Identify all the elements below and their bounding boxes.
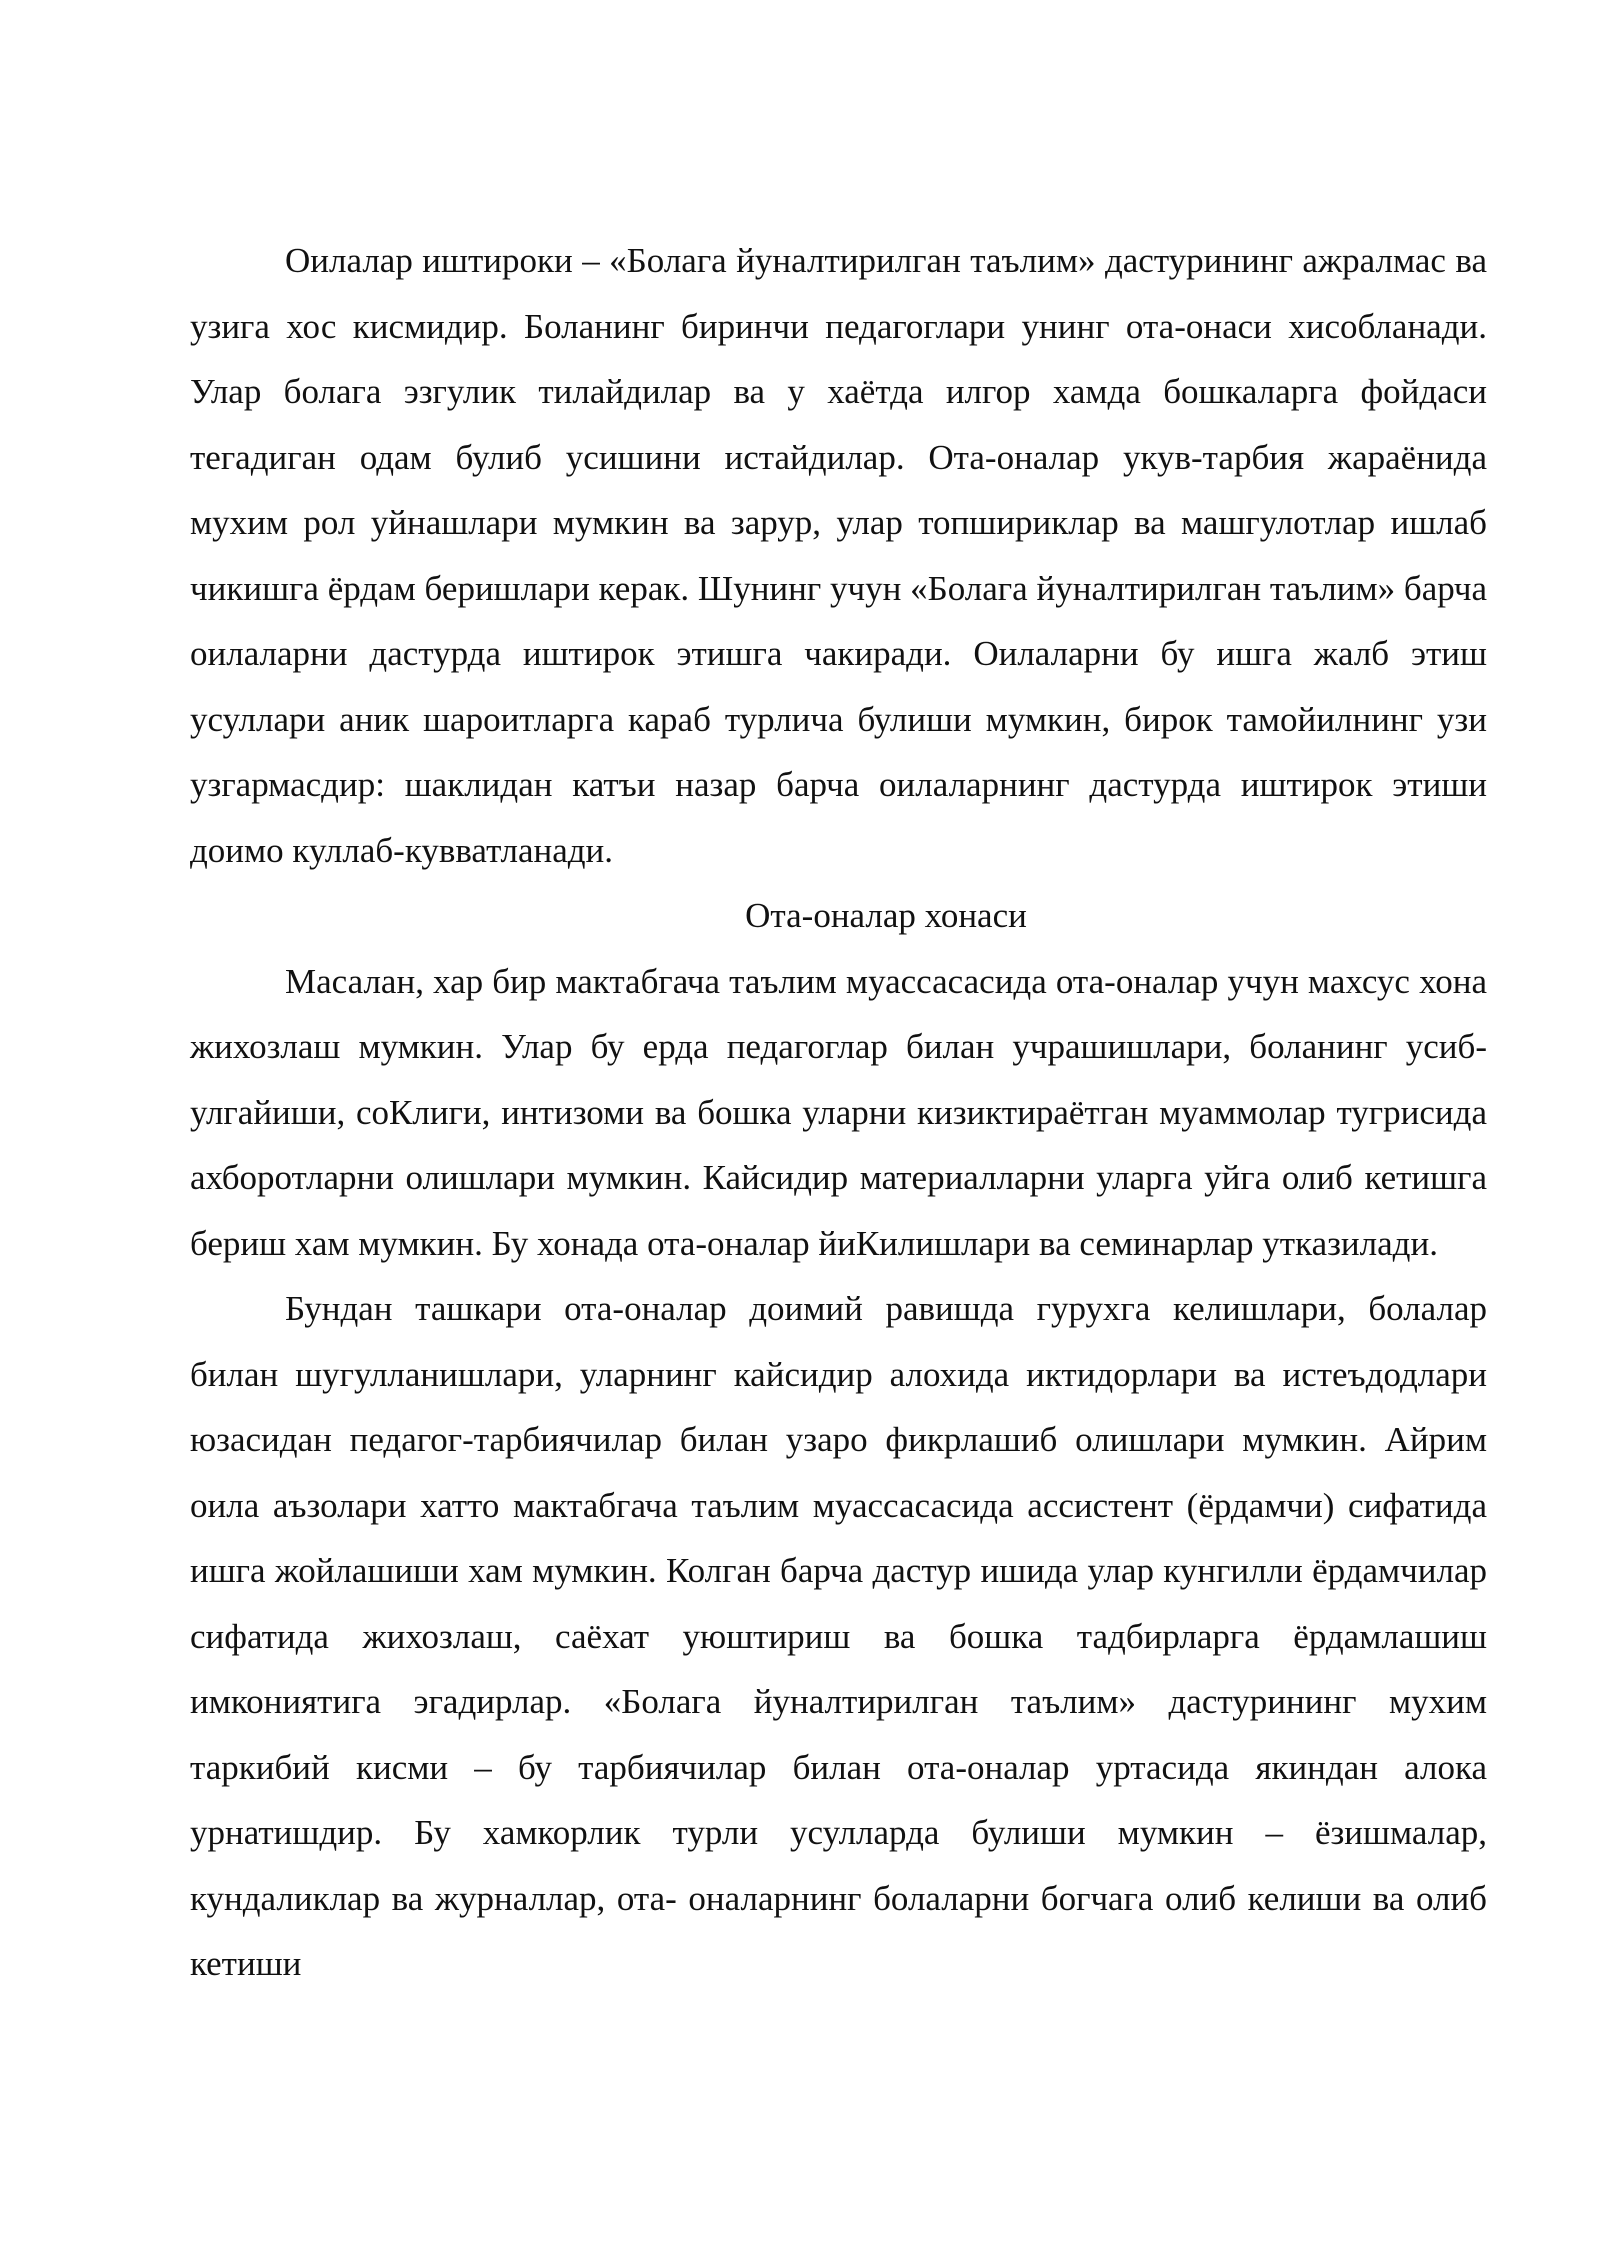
paragraph-parents-room: Масалан, хар бир мактабгача таълим муассасасида ота-оналар учун махсус хона жихозлаш мумкин. Улар бу ерда педагоглар билан учрашишлари, боланинг усиб- улгайиши, соКлиги, интизоми ва бошка уларни кизиктираётган муаммолар тугрисида ахборотларни олишлари мумкин. Кайсидир материалларни уларга уйга олиб кетишга бериш хам мумкин. Бу хонада ота-оналар йиКилишлари ва семинарлар утказилади. bbox=[190, 961, 1487, 1263]
section-heading: Ота-оналар хонаси bbox=[745, 896, 1027, 935]
document-body bbox=[190, 228, 1487, 1997]
paragraph-family-participation: Оилалар иштироки – «Болага йуналтирилган таълим» дастурининг ажралмас ва узига хос кисмидир. Боланинг биринчи педагоглари унинг ота-онаси хисобланади. Улар болага эзгулик тилайдилар ва у хаётда илгор хамда бошкаларга фойдаси тегадиган одам булиб усишини истайдилар. Ота-оналар укув-тарбия жараёнида мухим рол уйнашлари мумкин ва зарур, улар топшириклар ва машгулотлар ишлаб чикишга ёрдам беришлари керак. Шунинг учун «Болага йуналтирилган таълим» барча оилаларни дастурда иштирок этишга чакиради. Оилаларни бу ишга жалб этиш усуллари аник шароитларга караб турлича булиши мумкин, бирок тамойилнинг узи узгармасдир: шаклидан катъи назар барча оилаларнинг дастурда иштирок этиши доимо куллаб-кувватланади. bbox=[190, 241, 1487, 870]
paragraph-parent-involvement: Бундан ташкари ота-оналар доимий равишда гурухга келишлари, болалар билан шугулланишлари, уларнинг кайсидир алохида иктидорлари ва истеъдодлари юзасидан педагог-тарбиячилар билан узаро фикрлашиб олишлари мумкин. Айрим оила аъзолари хатто мактабгача таълим муассасасида ассистент (ёрдамчи) сифатида ишга жойлашиши хам мумкин. Колган барча дастур ишида улар кунгилли ёрдамчилар сифатида жихозлаш, саёхат уюштириш ва бошка тадбирларга ёрдамлашиш имкониятига эгадирлар. «Болага йуналтирилган таълим» дастурининг мухим таркибий кисми – бу тарбиячилар билан ота-оналар уртасида якиндан алока урнатишдир. Бу хамкорлик турли усулларда булиши мумкин – ёзишмалар, кундаликлар ва журналлар, ота- оналарнинг болаларни богчага олиб келиши ва олиб кетиши bbox=[190, 1289, 1487, 1983]
